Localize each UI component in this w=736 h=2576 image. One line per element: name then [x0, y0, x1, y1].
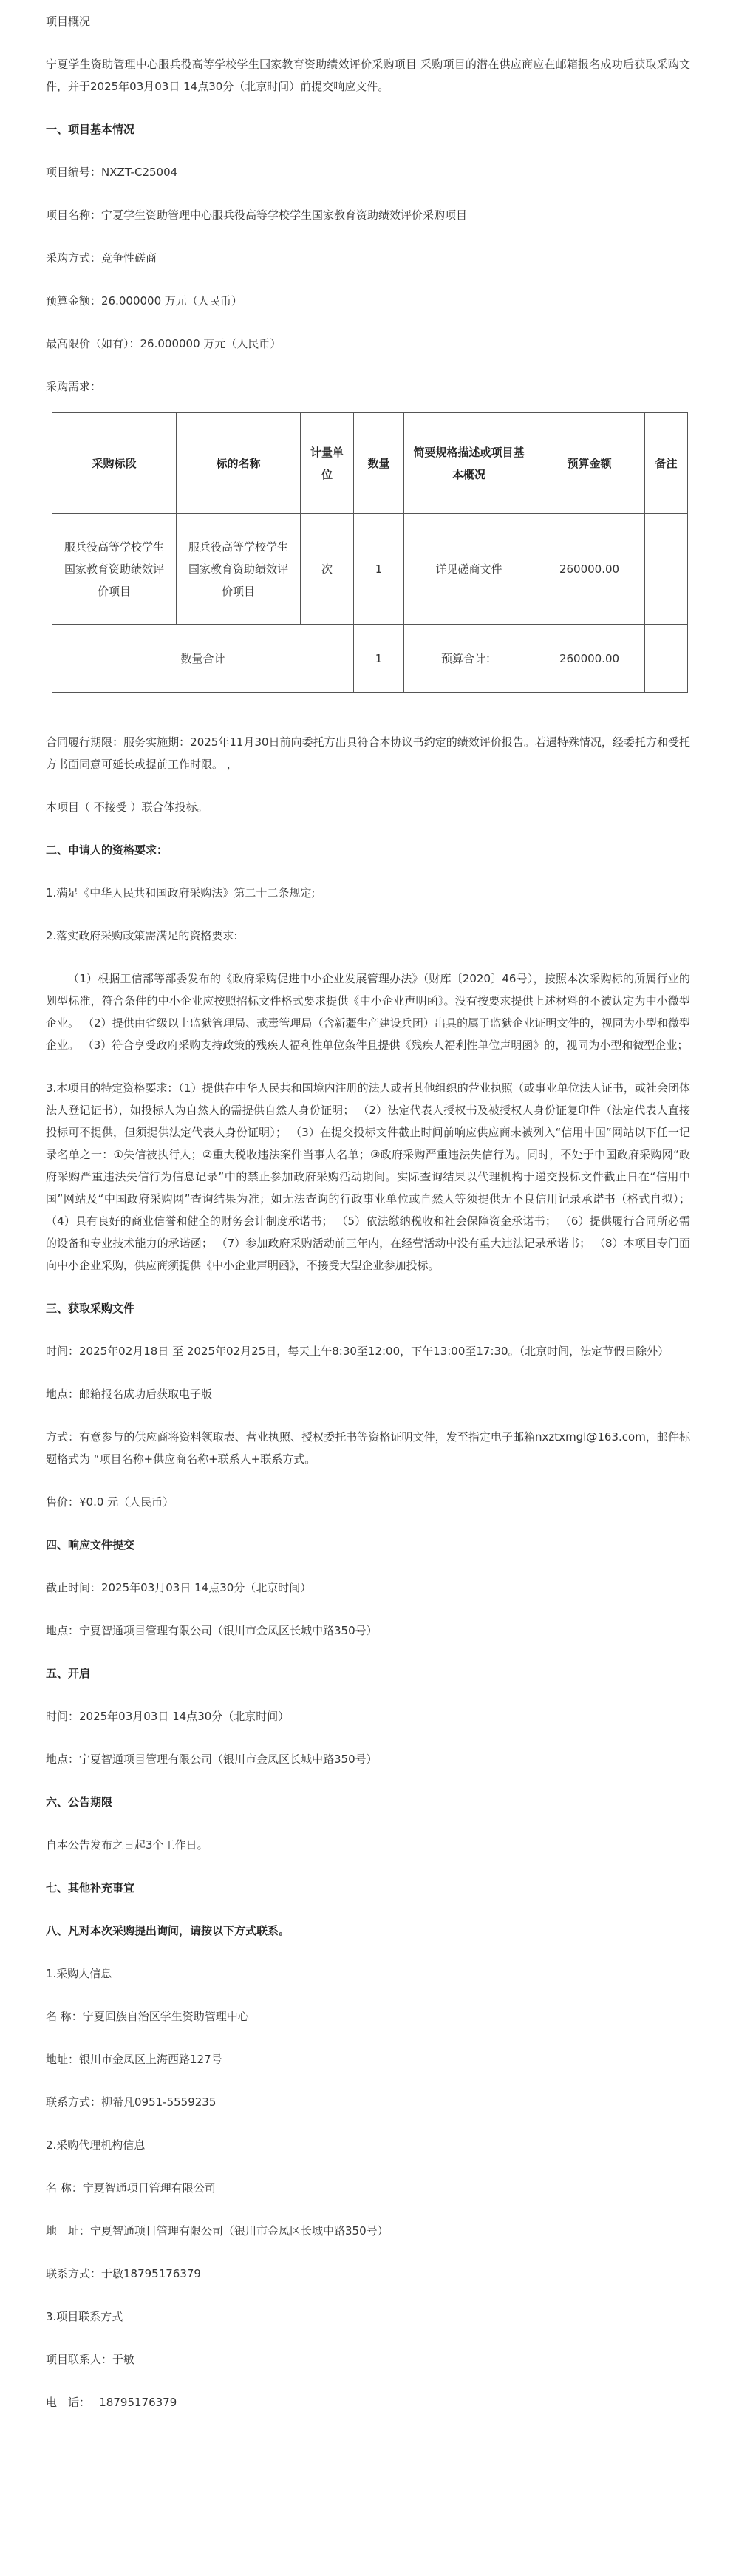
cell-quantity: 1	[354, 514, 404, 625]
header-budget: 预算金额	[534, 413, 645, 514]
agency-address: 地 址：宁夏智通项目管理有限公司（银川市金凤区长城中路350号）	[46, 2224, 389, 2237]
header-lot: 采购标段	[52, 413, 177, 514]
qualification-item2: 2.落实政府采购政策需满足的资格要求:	[46, 929, 238, 942]
table-header-row	[52, 413, 688, 514]
section5-heading: 五、开启	[46, 1667, 91, 1680]
qualification-item1: 1.满足《中华人民共和国政府采购法》第二十二条规定;	[46, 886, 316, 900]
cell-remark	[645, 514, 688, 625]
total-quantity: 1	[354, 625, 404, 693]
section7-heading: 七、其他补充事宜	[46, 1881, 135, 1894]
header-item-name: 标的名称	[177, 413, 301, 514]
section8-heading: 八、凡对本次采购提出询问，请按以下方式联系。	[46, 1924, 290, 1937]
contract-term: 合同履行期限：服务实施期：2025年11月30日前向委托方出具符合本协议书约定的绩效评价报告。若遇特殊情况，经委托方和受托方书面同意可延长或提前工作时限。 ，	[46, 735, 690, 771]
section4-heading: 四、响应文件提交	[46, 1538, 135, 1552]
overview-text: 宁夏学生资助管理中心服兵役高等学校学生国家教育资助绩效评价采购项目 采购项目的潜在供应商应在邮箱报名成功后获取采购文件，并于2025年03月03日 14点30分（北京时间）前提交响应文件。	[46, 58, 690, 93]
total-budget: 260000.00	[534, 625, 645, 693]
procurement-method: 采购方式：竞争性磋商	[46, 251, 157, 265]
header-remark: 备注	[645, 413, 688, 514]
budget-amount: 预算金额：26.000000 万元（人民币）	[46, 294, 242, 307]
header-quantity: 数量	[354, 413, 404, 514]
project-contact-person: 项目联系人：于敏	[46, 2353, 135, 2366]
section6-heading: 六、公告期限	[46, 1795, 113, 1809]
agency-contact: 联系方式：于敏18795176379	[46, 2267, 201, 2280]
demand-label: 采购需求：	[46, 380, 102, 393]
cell-item-name: 服兵役高等学校学生国家教育资助绩效评价项目	[177, 514, 301, 625]
requirements-table	[52, 412, 688, 693]
overview-title: 项目概况	[46, 15, 91, 28]
opening-place: 地点：宁夏智通项目管理有限公司（银川市金凤区长城中路350号）	[46, 1753, 378, 1766]
acquire-method: 方式：有意参与的供应商将资料领取表、营业执照、授权委托书等资格证明文件，发至指定电子邮箱nxztxmgl@163.com，邮件标题格式为 “项目名称+供应商名称+联系人+联系方式。	[46, 1430, 690, 1466]
agency-name: 名 称：宁夏智通项目管理有限公司	[46, 2181, 216, 2195]
project-name: 项目名称：宁夏学生资助管理中心服兵役高等学校学生国家教育资助绩效评价采购项目	[46, 208, 468, 222]
total-label: 数量合计	[52, 625, 354, 693]
cell-unit: 次	[301, 514, 354, 625]
consortium-note: 本项目（ 不接受 ）联合体投标。	[46, 801, 208, 814]
qualification-item3: 3.本项目的特定资格要求：（1）提供在中华人民共和国境内注册的法人或者其他组织的营业执照（或事业单位法人证书，或社会团体法人登记证书），如投标人为自然人的需提供自然人身份证明； （2）法定代表人授权书及被授权人身份证复印件（法定代表人直接投标可不提供，但须提供法定代表人身份证明）； （3）在提交投标文件截止时间前响应供应商未被列入“信用中国”网站以下任一记录名单之一：①失信被执行人；②重大税收违法案件当事人名单；③政府采购严重违法失信行为。同时，不处于中国政府采购网“政府采购严重违法失信行为信息记录”中的禁止参加政府采购活动期间。实际查询结果以代理机构于递交投标文件截止日在“信用中国”网站及“中国政府采购网”查询结果为准；如无法查询的行政事业单位或自然人等须提供无不良信用记录承诺书（格式自拟）； （4）具有良好的商业信誉和健全的财务会计制度承诺书； （5）依法缴纳税收和社会保障资金承诺书； （6）提供履行合同所必需的设备和专业技术能力的承诺函； （7）参加政府采购活动前三年内，在经营活动中没有重大违法记录承诺书； （8）本项目专门面向中小企业采购，供应商须提供《中小企业声明函》，不接受大型企业参加投标。	[46, 1081, 690, 1272]
project-contact-title: 3.项目联系方式	[46, 2310, 123, 2323]
total-budget-label: 预算合计：	[404, 625, 534, 693]
submit-place: 地点：宁夏智通项目管理有限公司（银川市金凤区长城中路350号）	[46, 1624, 378, 1637]
purchaser-name: 名 称：宁夏回族自治区学生资助管理中心	[46, 2010, 249, 2023]
table-total-row	[52, 625, 688, 693]
notice-period: 自本公告发布之日起3个工作日。	[46, 1838, 208, 1852]
acquire-place: 地点：邮箱报名成功后获取电子版	[46, 1387, 213, 1401]
purchaser-address: 地址：银川市金凤区上海西路127号	[46, 2053, 222, 2066]
cell-lot: 服兵役高等学校学生国家教育资助绩效评价项目	[52, 514, 177, 625]
acquire-price: 售价：¥0.0 元（人民币）	[46, 1495, 174, 1509]
header-spec: 简要规格描述或项目基本概况	[404, 413, 534, 514]
max-price: 最高限价（如有）：26.000000 万元（人民币）	[46, 337, 282, 350]
agency-title: 2.采购代理机构信息	[46, 2138, 146, 2152]
section2-heading: 二、申请人的资格要求：	[46, 843, 168, 857]
table-row	[52, 514, 688, 625]
total-remark	[645, 625, 688, 693]
project-number: 项目编号：NXZT-C25004	[46, 166, 178, 179]
cell-spec: 详见磋商文件	[404, 514, 534, 625]
header-unit: 计量单位	[301, 413, 354, 514]
submit-deadline: 截止时间：2025年03月03日 14点30分（北京时间）	[46, 1581, 312, 1594]
purchaser-title: 1.采购人信息	[46, 1967, 112, 1980]
opening-time: 时间：2025年03月03日 14点30分（北京时间）	[46, 1710, 290, 1723]
section1-heading: 一、项目基本情况	[46, 123, 135, 136]
qualification-item2-detail: （1）根据工信部等部委发布的《政府采购促进中小企业发展管理办法》（财库〔2020〕46号），按照本次采购标的所属行业的划型标准，符合条件的中小企业应按照招标文件格式要求提供《中小企业声明函》。没有按要求提供上述材料的不被认定为中小微型企业。 （2）提供由省级以上监狱管理局、戒毒管理局（含新疆生产建设兵团）出具的属于监狱企业证明文件的，视同为小型和微型企业。 （3）符合享受政府采购支持政策的残疾人福利性单位条件且提供《残疾人福利性单位声明函》的，视同为小型和微型企业；	[46, 972, 690, 1052]
section3-heading: 三、获取采购文件	[46, 1302, 135, 1315]
cell-budget: 260000.00	[534, 514, 645, 625]
project-contact-phone: 电 话： 18795176379	[46, 2396, 177, 2409]
purchaser-contact: 联系方式：柳希凡0951-5559235	[46, 2096, 217, 2109]
acquire-time: 时间：2025年02月18日 至 2025年02月25日，每天上午8:30至12:00，下午13:00至17:30。（北京时间，法定节假日除外）	[46, 1345, 669, 1358]
